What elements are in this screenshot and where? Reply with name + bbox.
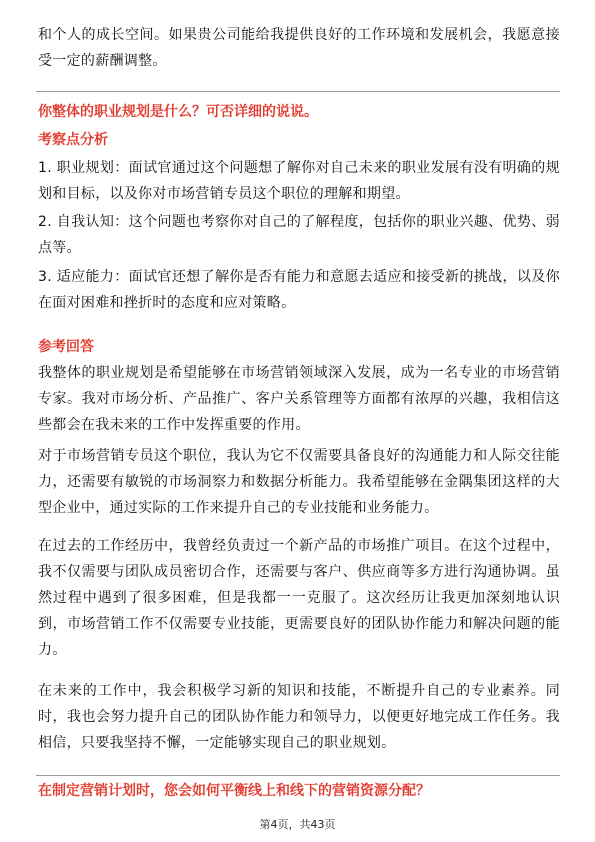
question-heading: 在制定营销计划时，您会如何平衡线上和线下的营销资源分配？ — [38, 783, 430, 799]
analysis-point: 3. 适应能力：面试官还想了解你是否有能力和意愿去适应和接受新的挑战，以及你在面对困难和挫折时的态度和应对策略。 — [38, 269, 560, 311]
divider — [36, 91, 560, 92]
divider — [36, 775, 560, 776]
answer-paragraph: 我整体的职业规划是希望能够在市场营销领域深入发展，成为一名专业的市场营销专家。我对市场分析、产品推广、客户关系管理等方面都有浓厚的兴趣，我相信这些都会在我未来的工作中发挥重要的作用。 — [38, 365, 560, 433]
answer-paragraph: 在过去的工作经历中，我曾经负责过一个新产品的市场推广项目。在这个过程中，我不仅需要与团队成员密切合作，还需要与客户、供应商等多方进行沟通协调。虽然过程中遇到了很多困难，但是我都一一克服了。这次经历让我更加深刻地认识到，市场营销工作不仅需要专业技能，更需要良好的团队协作能力和解决问题的能力。 — [38, 538, 560, 658]
answer-paragraph: 对于市场营销专员这个职位，我认为它不仅需要具备良好的沟通能力和人际交往能力，还需要有敏锐的市场洞察力和数据分析能力。我希望能够在金隅集团这样的大型企业中，通过实际的工作来提升自己的专业技能和业务能力。 — [38, 448, 560, 516]
question-heading: 你整体的职业规划是什么？可否详细的说说。 — [38, 104, 318, 120]
page-number: 第4页，共43页 — [259, 818, 336, 831]
intro-paragraph: 和个人的成长空间。如果贵公司能给我提供良好的工作环境和发展机会，我愿意接受一定的薪酬调整。 — [38, 27, 560, 69]
answer-heading: 参考回答 — [38, 339, 94, 355]
answer-paragraph: 在未来的工作中，我会积极学习新的知识和技能，不断提升自己的专业素养。同时，我也会努力提升自己的团队协作能力和领导力，以便更好地完成工作任务。我相信，只要我坚持不懈，一定能够实现自己的职业规划。 — [38, 683, 560, 751]
analysis-point: 1. 职业规划：面试官通过这个问题想了解你对自己未来的职业发展有没有明确的规划和目标，以及你对市场营销专员这个职位的理解和期望。 — [38, 160, 560, 202]
analysis-point: 2. 自我认知：这个问题也考察你对自己的了解程度，包括你的职业兴趣、优势、弱点等。 — [38, 214, 560, 256]
analysis-heading: 考察点分析 — [38, 132, 108, 148]
